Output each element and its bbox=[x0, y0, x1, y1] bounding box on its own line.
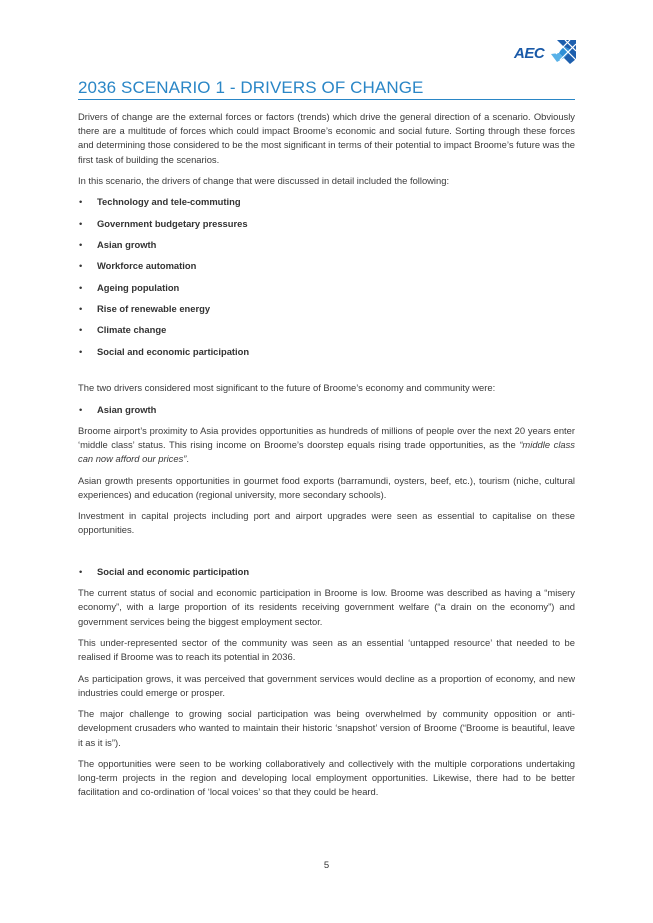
list-item bbox=[78, 195, 575, 209]
bullet-icon: • bbox=[79, 196, 83, 208]
bullet-icon: • bbox=[79, 345, 83, 357]
list-item bbox=[78, 323, 575, 337]
bullet-icon: • bbox=[79, 260, 83, 272]
social-paragraph: As participation grows, it was perceived that government services would decline as a proportion of economy, and new industries could emerge or prosper. bbox=[78, 672, 575, 698]
list-item bbox=[78, 238, 575, 252]
asian-paragraph: Asian growth presents opportunities in gourmet food exports (barramundi, oysters, beef, etc.), tourism (niche, cultural experiences) and education (regional university, more secondary schools). bbox=[78, 474, 575, 500]
drivers-list bbox=[78, 195, 575, 359]
social-paragraph: The opportunities were seen to be working collaboratively and collectively with the multiple corporations undertaking long-term projects in the region and developing local employment opportunities. Likewise, there had to be better facilitation and co-ordination of ‘local voices’ so that they could be heard. bbox=[78, 757, 575, 798]
quote: “middle class can now afford our prices” bbox=[78, 439, 575, 465]
section-heading-label: Asian growth bbox=[97, 403, 157, 415]
list-item-label: Technology and tele-commuting bbox=[97, 196, 241, 208]
bullet-icon: • bbox=[79, 239, 83, 251]
significant-intro: The two drivers considered most significant to the future of Broome’s economy and community were: bbox=[78, 382, 496, 394]
list-item-label: Government budgetary pressures bbox=[97, 217, 248, 229]
social-paragraph: The current status of social and economic participation in Broome is low. Broome was described as having a “misery economy”, with a large proportion of its residents receiving government welfare (“a drain on the economy”) and government services being the biggest employment sector. bbox=[78, 587, 575, 627]
section-heading-asian-growth bbox=[78, 403, 575, 417]
bullet-icon: • bbox=[79, 217, 83, 229]
list-item-label: Workforce automation bbox=[97, 260, 197, 272]
section-heading-label: Social and economic participation bbox=[97, 565, 250, 577]
list-item-label: Climate change bbox=[97, 324, 167, 336]
document-body bbox=[78, 110, 575, 807]
section-heading-social-participation bbox=[78, 565, 575, 579]
social-paragraph: The major challenge to growing social participation was being overwhelmed by community opposition or anti-development crusaders who wanted to maintain their historic ‘snapshot’ version of Broome (“Broome is beautiful, leave it as it is”). bbox=[78, 708, 575, 748]
page-title: 2036 SCENARIO 1 - DRIVERS OF CHANGE bbox=[78, 78, 575, 100]
aec-logo bbox=[514, 40, 578, 64]
bullet-icon: • bbox=[79, 303, 83, 315]
intro-paragraph: In this scenario, the drivers of change that were discussed in detail included the following: bbox=[78, 175, 450, 186]
bullet-icon: • bbox=[79, 565, 83, 577]
asian-paragraph: Broome airport’s proximity to Asia provides opportunities as hundreds of millions of people over the next 20 years enter ‘middle class’ status. This rising income on Broome’s doorstep equals rising trade opportunities, as the “middle class can now afford our prices”. bbox=[78, 424, 575, 465]
page-number: 5 bbox=[323, 860, 330, 871]
list-item bbox=[78, 217, 575, 231]
bullet-icon: • bbox=[79, 324, 83, 336]
logo-text: AEC bbox=[514, 45, 545, 62]
list-item-label: Asian growth bbox=[97, 239, 157, 251]
intro-paragraph: Drivers of change are the external forces or factors (trends) which drive the general direction of a scenario. Obviously there are a multitude of forces which could impact Broome’s economic and social future. Sorting through these forces and determining those considered to be the most significant in terms of their potential to impact Broome’s future was the first task of building the scenarios. bbox=[78, 111, 575, 165]
bullet-icon: • bbox=[79, 281, 83, 293]
bullet-icon: • bbox=[79, 403, 83, 415]
list-item bbox=[78, 259, 575, 273]
list-item bbox=[78, 281, 575, 295]
list-item-label: Rise of renewable energy bbox=[97, 303, 211, 315]
list-item-label: Ageing population bbox=[97, 281, 180, 293]
logo-mark-icon bbox=[551, 40, 576, 64]
asian-paragraph: Investment in capital projects including port and airport upgrades were seen as essential to capitalise on these opportunities. bbox=[78, 510, 575, 536]
list-item-label: Social and economic participation bbox=[97, 345, 250, 357]
social-paragraph: This under-represented sector of the community was seen as an essential ‘untapped resource’ that needed to be realised if Broome was to reach its potential in 2036. bbox=[78, 637, 575, 663]
list-item bbox=[78, 302, 575, 316]
list-item bbox=[78, 345, 575, 359]
